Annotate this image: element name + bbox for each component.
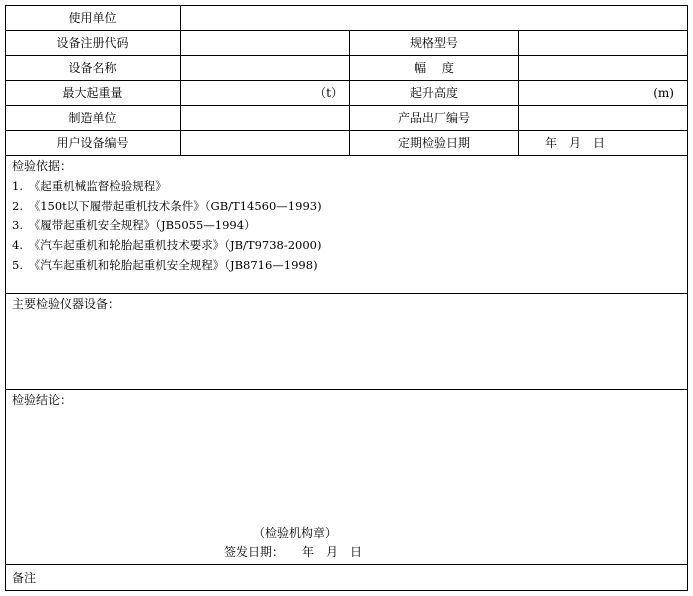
section-title-main-instruments: 主要检验仪器设备： — [12, 297, 121, 311]
label-max-lifting-capacity: 最大起重量 — [62, 86, 123, 100]
value-amplitude[interactable] — [519, 56, 687, 80]
label-lifting-height: 起升高度 — [409, 86, 458, 100]
value-user-unit[interactable] — [181, 6, 687, 30]
instruments-content-area[interactable] — [6, 314, 686, 388]
section-title-inspection-basis: 检验依据： — [12, 159, 73, 173]
basis-list-item: 4. 《汽车起重机和轮胎起重机技术要求》（JB/T9738-2000) — [12, 238, 322, 252]
remarks-content-area[interactable] — [60, 565, 686, 589]
label-model-spec: 规格型号 — [409, 36, 458, 50]
inspection-agency-stamp: （检验机构章） — [253, 526, 338, 540]
label-registration-code: 设备注册代码 — [56, 36, 129, 50]
value-periodic-inspection-date: 年 月 日 — [545, 136, 606, 150]
unit-meters: (m) — [653, 86, 674, 100]
section-title-inspection-conclusion: 检验结论： — [12, 393, 73, 407]
basis-list-item: 3. 《履带起重机安全规程》（JB5055—1994） — [12, 218, 256, 232]
section-divider — [5, 389, 688, 390]
conclusion-content-area[interactable] — [6, 410, 686, 520]
table-border-right — [687, 5, 688, 591]
value-user-equipment-number[interactable] — [181, 131, 349, 155]
label-factory-serial-number: 产品出厂编号 — [397, 111, 470, 125]
label-amplitude: 幅 度 — [414, 61, 454, 75]
basis-list-item: 2. 《150t以下履带起重机技术条件》（GB/T14560—1993) — [12, 199, 322, 213]
row-divider — [5, 80, 688, 81]
basis-list-item: 5. 《汽车起重机和轮胎起重机安全规程》（JB8716—1998) — [12, 258, 318, 272]
row-divider — [5, 155, 688, 156]
table-border-bottom — [5, 590, 688, 591]
section-divider — [5, 293, 688, 294]
value-equipment-name[interactable] — [181, 56, 349, 80]
basis-list-item: 1. 《起重机械监督检验规程》 — [12, 179, 167, 193]
value-model-spec[interactable] — [519, 31, 687, 55]
label-periodic-inspection-date: 定期检验日期 — [397, 136, 470, 150]
value-manufacturer[interactable] — [181, 106, 349, 130]
unit-tonnes: （t） — [314, 86, 343, 100]
label-equipment-name: 设备名称 — [68, 61, 117, 75]
label-manufacturer: 制造单位 — [68, 111, 117, 125]
issue-date: 签发日期： 年 月 日 — [224, 545, 363, 559]
label-user-unit: 使用单位 — [68, 11, 117, 25]
value-registration-code[interactable] — [181, 31, 349, 55]
label-remarks: 备注 — [12, 571, 37, 585]
value-factory-serial-number[interactable] — [519, 106, 687, 130]
label-user-equipment-number: 用户设备编号 — [56, 136, 129, 150]
